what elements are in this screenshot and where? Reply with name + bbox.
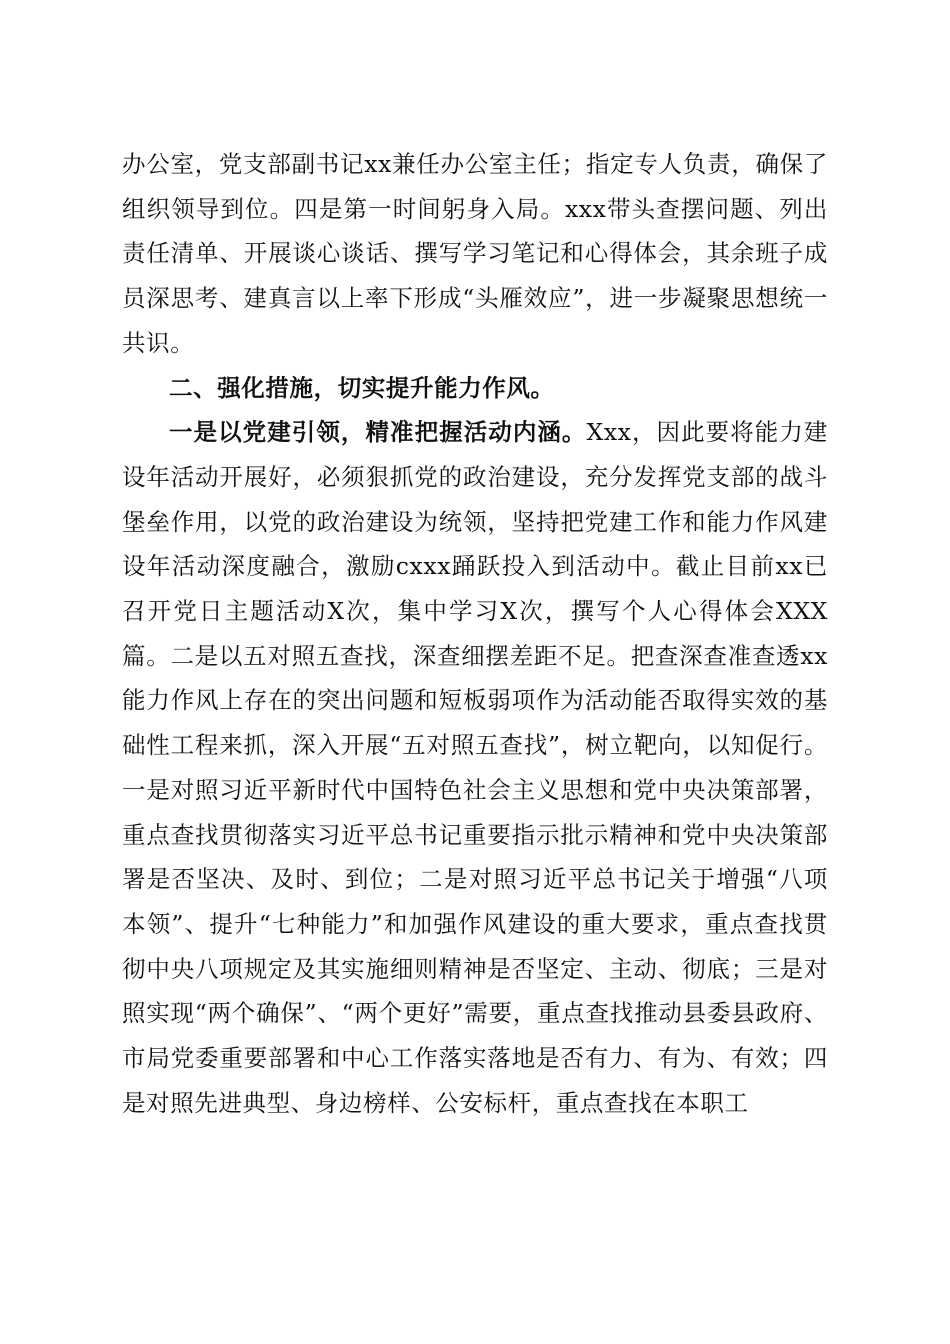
paragraph-lead-phrase: 一是以党建引领，精准把握活动内涵。 xyxy=(169,418,587,447)
paragraph-continuation: 办公室，党支部副书记xx兼任办公室主任；指定专人负责，确保了组织领导到位。四是第一时间躬身入局。xxx带头查摆问题、列出责任清单、开展谈心谈话、撰写学习笔记和心得体会，其余班子成员深思考、建真言以上率下形成“头雁效应”，进一步凝聚思想统一共识。 xyxy=(122,150,828,357)
document-body xyxy=(122,142,828,1125)
paragraph-body-text: Xxx，因此要将能力建设年活动开展好，必须狠抓党的政治建设，充分发挥党支部的战斗堡垒作用，以党的政治建设为统领，坚持把党建工作和能力作风建设年活动深度融合，激励cxxx踊跃投入到活动中。截止目前xx已召开党日主题活动X次，集中学习X次，撰写个人心得体会XXX篇。二是以五对照五查找，深查细摆差距不足。把查深查准查透xx能力作风上存在的突出问题和短板弱项作为活动能否取得实效的基础性工程来抓，深入开展“五对照五查找”，树立靶向，以知促行。一是对照习近平新时代中国特色社会主义思想和党中央决策部署，重点查找贯彻落实习近平总书记重要指示批示精神和党中央决策部署是否坚决、及时、到位；二是对照习近平总书记关于增强“八项本领”、提升“七种能力”和加强作风建设的重大要求，重点查找贯彻中央八项规定及其实施细则精神是否坚定、主动、彻底；三是对照实现“两个确保”、“两个更好”需要，重点查找推动县委县政府、市局党委重要部署和中心工作落实落地是否有力、有为、有效；四是对照先进典型、身边榜样、公安标杆，重点查找在本职工 xyxy=(122,418,829,1117)
paragraph-measures xyxy=(122,410,828,1125)
section-heading-2: 二、强化措施，切实提升能力作风。 xyxy=(169,373,555,402)
